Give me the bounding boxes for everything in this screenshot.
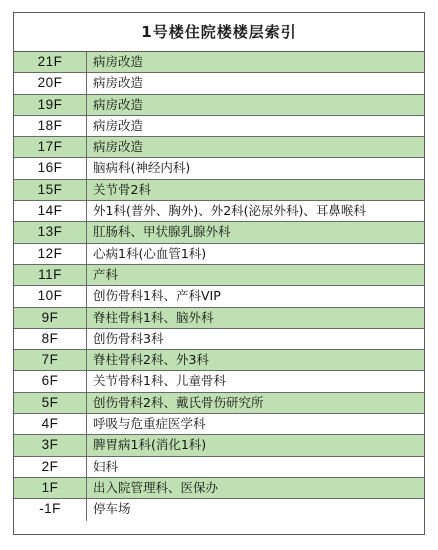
department-name: 创伤骨科1科、产科VIP: [93, 288, 221, 304]
department-name: 创伤骨科3科: [93, 330, 164, 346]
floor-number: 20F: [14, 73, 87, 93]
floor-row: [14, 478, 424, 499]
floor-row: [14, 308, 424, 329]
floor-number: 7F: [14, 350, 87, 370]
floor-row: [14, 499, 424, 520]
floor-number: 15F: [14, 180, 87, 200]
floor-row: [14, 137, 424, 158]
department-name: 病房改造: [93, 75, 144, 91]
floor-number: 1F: [14, 478, 87, 498]
floor-row: [14, 116, 424, 137]
department-name: 停车场: [93, 501, 131, 517]
department-name: 肛肠科、甲状腺乳腺外科: [93, 224, 231, 240]
floor-number: 3F: [14, 435, 87, 455]
floor-row: [14, 158, 424, 179]
department-name: 脊柱骨科2科、外3科: [93, 352, 209, 368]
floor-number: 16F: [14, 158, 87, 178]
floor-row: [14, 265, 424, 286]
department-name: 脾胃病1科(消化1科): [93, 437, 207, 453]
department-name: 病房改造: [93, 117, 144, 133]
floor-list: [14, 52, 424, 521]
department-name: 心病1科(心血管1科): [93, 245, 207, 261]
floor-number: 17F: [14, 137, 87, 157]
department-name: 创伤骨科2科、戴氏骨伤研究所: [93, 394, 264, 410]
floor-number: 14F: [14, 201, 87, 221]
floor-number: 2F: [14, 457, 87, 477]
floor-number: 5F: [14, 393, 87, 413]
floor-row: [14, 393, 424, 414]
department-name: 病房改造: [93, 139, 144, 155]
floor-number: 4F: [14, 414, 87, 434]
department-name: 出入院管理科、医保办: [93, 479, 219, 495]
floor-number: 9F: [14, 308, 87, 328]
department-name: 病房改造: [93, 54, 144, 69]
floor-number: 6F: [14, 371, 87, 391]
department-name: 呼吸与危重症医学科: [93, 416, 206, 432]
floor-row: [14, 286, 424, 307]
floor-number: 12F: [14, 244, 87, 264]
floor-row: [14, 222, 424, 243]
floor-index-board: [13, 12, 425, 535]
floor-number: 8F: [14, 329, 87, 349]
department-name: 脊柱骨科1科、脑外科: [93, 309, 214, 325]
floor-number: 11F: [14, 265, 87, 285]
floor-row: [14, 95, 424, 116]
department-name: 脑病科(神经内科): [93, 160, 191, 176]
floor-row: [14, 201, 424, 222]
department-name: 妇科: [93, 458, 119, 474]
floor-number: 10F: [14, 286, 87, 306]
floor-number: 19F: [14, 95, 87, 115]
floor-row: [14, 52, 424, 73]
floor-row: [14, 350, 424, 371]
floor-number: -1F: [14, 499, 87, 520]
floor-number: 13F: [14, 222, 87, 242]
floor-number: 21F: [14, 52, 87, 72]
floor-number: 18F: [14, 116, 87, 136]
department-name: 产科: [93, 266, 119, 282]
board-title: 1号楼住院楼楼层索引: [14, 13, 424, 52]
floor-row: [14, 73, 424, 94]
department-name: 关节骨科1科、儿童骨科: [93, 373, 226, 389]
floor-row: [14, 180, 424, 201]
floor-row: [14, 329, 424, 350]
department-name: 关节骨2科: [93, 181, 151, 197]
floor-row: [14, 435, 424, 456]
department-name: 外1科(普外、胸外)、外2科(泌尿外科)、耳鼻喉科: [93, 203, 366, 219]
department-name: 病房改造: [93, 96, 144, 112]
floor-row: [14, 244, 424, 265]
floor-row: [14, 457, 424, 478]
floor-row: [14, 414, 424, 435]
floor-row: [14, 371, 424, 392]
